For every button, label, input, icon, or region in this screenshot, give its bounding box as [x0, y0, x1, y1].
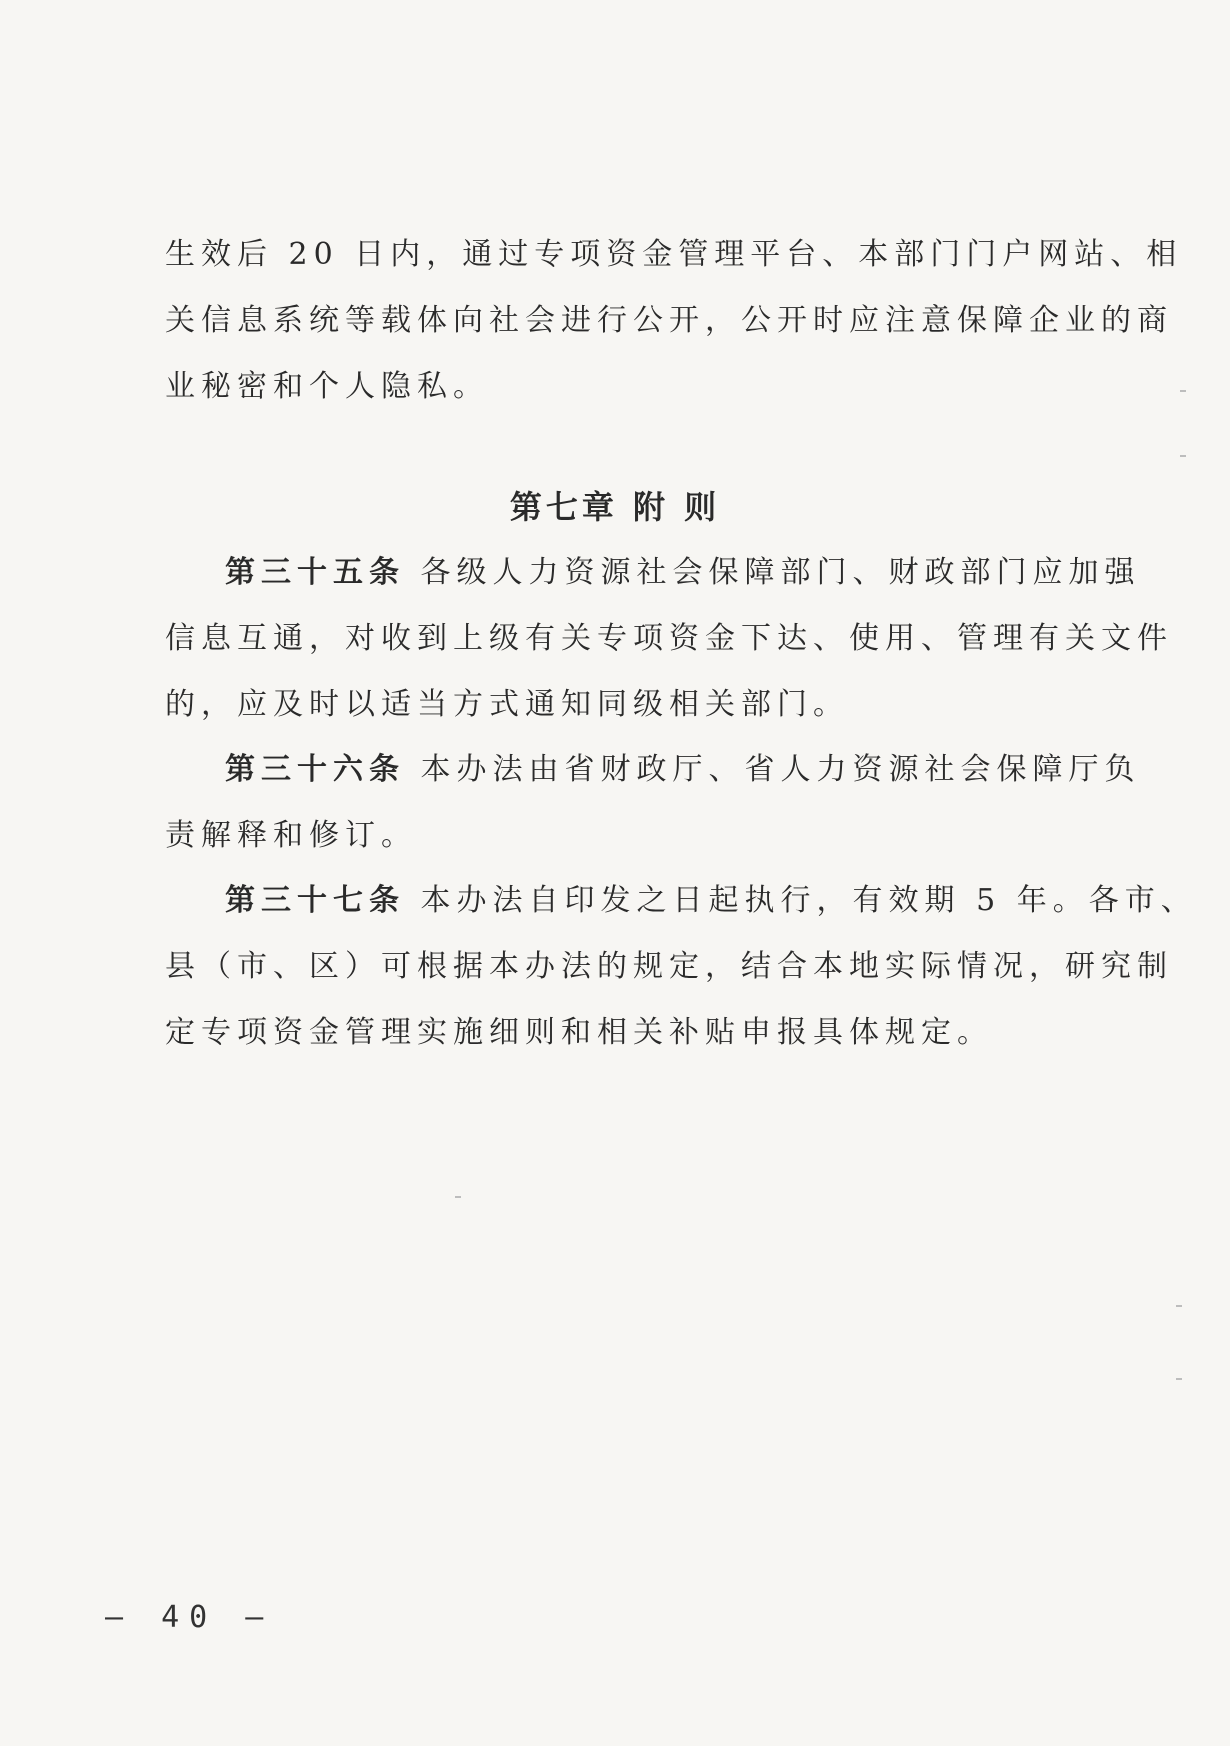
article-line: 的，应及时以适当方式通知同级相关部门。 — [165, 687, 849, 722]
article-first-line — [165, 540, 1141, 606]
scan-speck — [1180, 455, 1186, 457]
paragraph-continuation — [165, 222, 1183, 420]
article-text: 本办法自印发之日起执行，有效期 5 年。各市、 — [420, 883, 1197, 918]
article-line: 县（市、区）可根据本办法的规定，结合本地实际情况，研究制 — [165, 949, 1173, 984]
article-title: 第三十五条 — [225, 555, 405, 590]
article-title: 第三十六条 — [225, 752, 405, 787]
article-line: 定专项资金管理实施细则和相关补贴申报具体规定。 — [165, 1015, 993, 1050]
article-text: 本办法由省财政厅、省人力资源社会保障厅负 — [420, 752, 1141, 787]
article-line: 信息互通，对收到上级有关专项资金下达、使用、管理有关文件 — [165, 621, 1173, 656]
article-line: 责解释和修订。 — [165, 818, 417, 853]
article-first-line — [165, 868, 1197, 934]
paragraph-line: 关信息系统等载体向社会进行公开，公开时应注意保障企业的商 — [165, 303, 1173, 338]
chapter-heading: 第七章 附 则 — [509, 488, 721, 526]
paragraph-line: 生效后 20 日内，通过专项资金管理平台、本部门门户网站、相 — [165, 237, 1183, 272]
scan-speck — [1180, 390, 1186, 392]
page-number: — 40 — — [105, 1600, 274, 1635]
article-37 — [165, 868, 1197, 1066]
article-first-line — [165, 737, 1141, 803]
paragraph-line: 业秘密和个人隐私。 — [165, 369, 489, 404]
article-text: 各级人力资源社会保障部门、财政部门应加强 — [420, 555, 1141, 590]
scan-speck — [1176, 1305, 1182, 1307]
article-35 — [165, 540, 1173, 738]
scan-speck — [1176, 1378, 1182, 1380]
article-36 — [165, 737, 1141, 869]
article-title: 第三十七条 — [225, 883, 405, 918]
scan-speck — [455, 1196, 461, 1198]
